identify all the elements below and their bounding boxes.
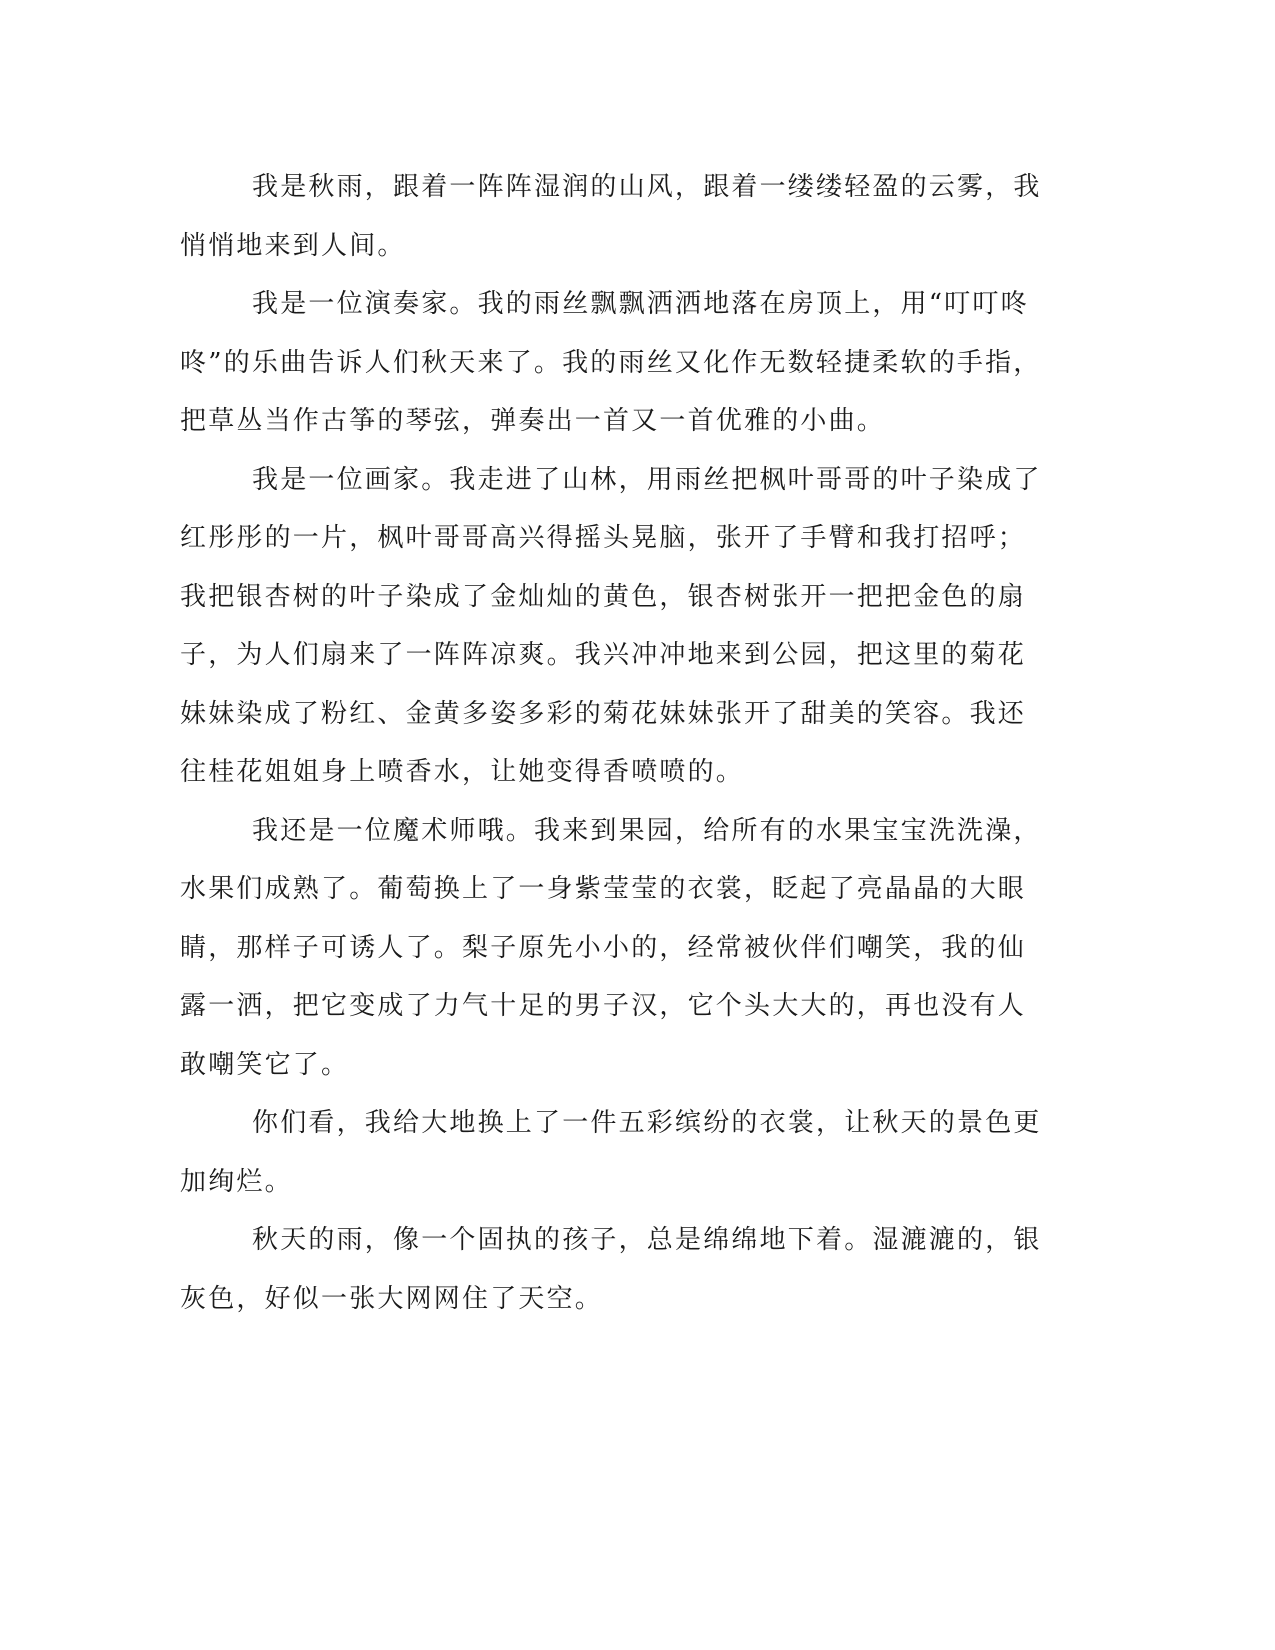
- paragraph-2: [180, 275, 1042, 451]
- paragraph-4: [180, 802, 1042, 1095]
- text-line: 秋天的雨，像一个固执的孩子，总是绵绵地下着。湿漉漉的，银: [252, 1225, 1042, 1255]
- text-line: 你们看，我给大地换上了一件五彩缤纷的衣裳，让秋天的景色更: [252, 1108, 1042, 1138]
- text-line: 露一洒，把它变成了力气十足的男子汉，它个头大大的，再也没有人: [180, 991, 1027, 1021]
- paragraph-3: [180, 451, 1042, 802]
- text-line: 我把银杏树的叶子染成了金灿灿的黄色，银杏树张开一把把金色的扇: [180, 581, 1027, 612]
- text-line: 咚”的乐曲告诉人们秋天来了。我的雨丝又化作无数轻捷柔软的手指，: [180, 347, 1042, 378]
- text-line: 加绚烂。: [180, 1166, 293, 1197]
- text-line: 我是秋雨，跟着一阵阵湿润的山风，跟着一缕缕轻盈的云雾，我: [252, 172, 1042, 202]
- text-line: 往桂花姐姐身上喷香水，让她变得香喷喷的。: [180, 757, 745, 787]
- text-line: 把草丛当作古筝的琴弦，弹奏出一首又一首优雅的小曲。: [180, 406, 886, 436]
- text-line: 子，为人们扇来了一阵阵凉爽。我兴冲冲地来到公园，把这里的菊花: [180, 640, 1027, 670]
- paragraph-1: [180, 158, 1042, 275]
- document-body: [180, 158, 1042, 1328]
- paragraph-5: [180, 1094, 1042, 1211]
- text-line: 睛，那样子可诱人了。梨子原先小小的，经常被伙伴们嘲笑，我的仙: [180, 932, 1027, 963]
- text-line: 我是一位演奏家。我的雨丝飘飘洒洒地落在房顶上，用“叮叮咚: [252, 289, 1029, 319]
- text-line: 红彤彤的一片，枫叶哥哥高兴得摇头晃脑，张开了手臂和我打招呼；: [180, 523, 1027, 553]
- text-line: 敢嘲笑它了。: [180, 1049, 350, 1080]
- text-line: 水果们成熟了。葡萄换上了一身紫莹莹的衣裳，眨起了亮晶晶的大眼: [180, 874, 1027, 904]
- text-line: 灰色，好似一张大网网住了天空。: [180, 1283, 604, 1314]
- text-line: 我是一位画家。我走进了山林，用雨丝把枫叶哥哥的叶子染成了: [252, 464, 1042, 495]
- paragraph-6: [180, 1211, 1042, 1328]
- text-line: 悄悄地来到人间。: [180, 230, 406, 261]
- text-line: 我还是一位魔术师哦。我来到果园，给所有的水果宝宝洗洗澡，: [252, 815, 1042, 846]
- text-line: 妹妹染成了粉红、金黄多姿多彩的菊花妹妹张开了甜美的笑容。我还: [180, 698, 1027, 729]
